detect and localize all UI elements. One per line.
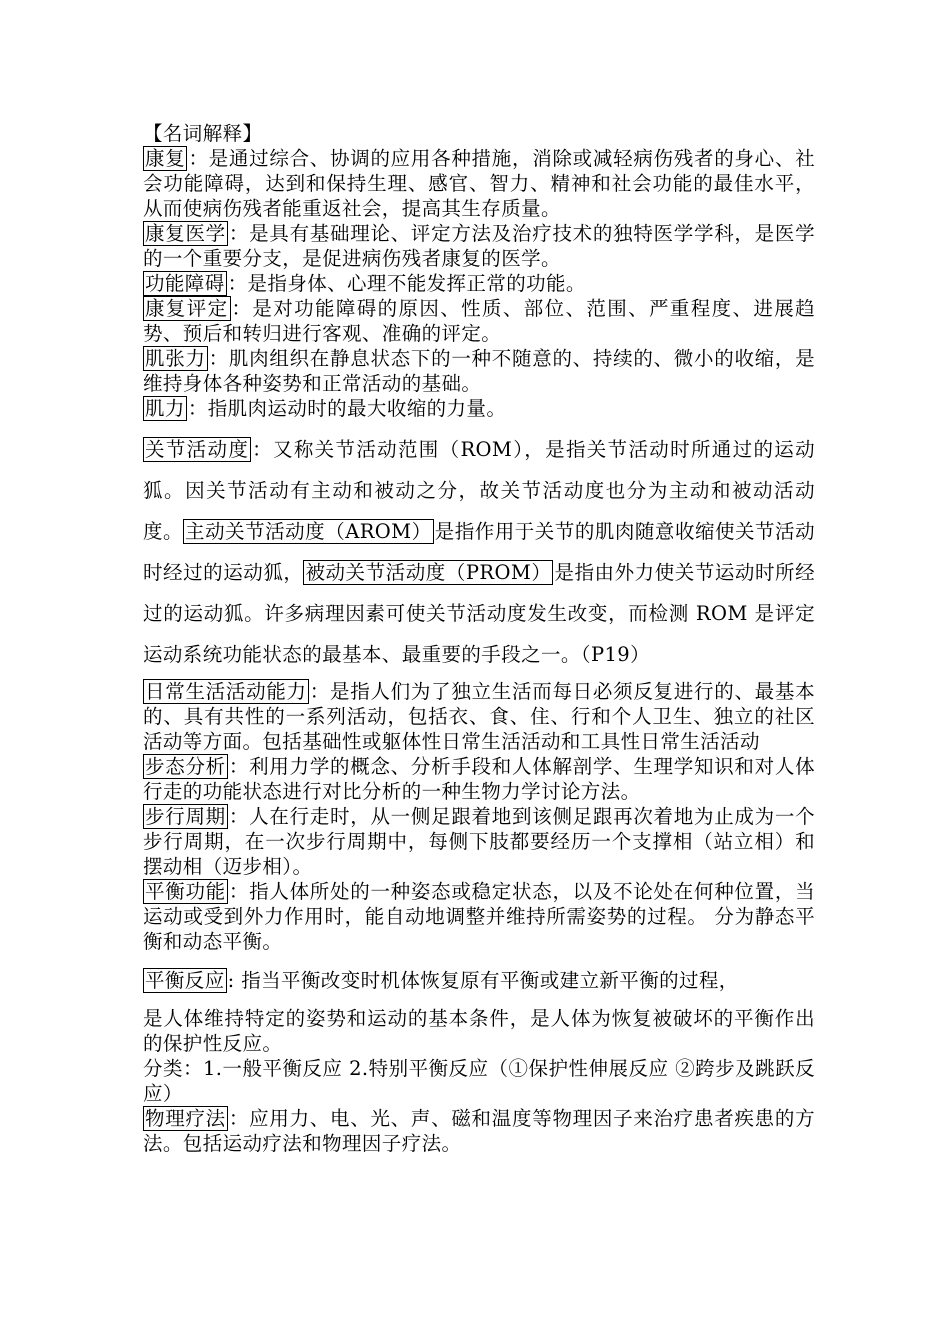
- term-label: 肌张力: [145, 347, 206, 370]
- definition-kangfu-pingding: [143, 296, 815, 346]
- term-label: 平衡反应: [145, 969, 225, 992]
- definition-text: 是指身体、心理不能发挥正常的功能。: [247, 272, 586, 295]
- definition-kangfu: [143, 146, 815, 221]
- separator: ：: [231, 297, 253, 320]
- separator: ：: [252, 438, 273, 461]
- definition-text: 指当平衡改变时机体恢复原有平衡或建立新平衡的过程，: [234, 969, 739, 992]
- definition-text: 是指由外力使关节运动时所经过的运动狐。许多病理因素可使关节活动度发生改变，而检测 ROM 是评定运动系统功能状态的最基本、最重要的手段之一。（P19）: [143, 561, 815, 666]
- definition-text: 是对功能障碍的原因、性质、部位、范围、严重程度、进展趋势、预后和转归进行客观、准确的评定。: [143, 297, 815, 345]
- term-label: 日常生活活动能力: [145, 680, 307, 703]
- separator: :: [227, 969, 235, 992]
- definition-pingheng-fanying-line1: [143, 968, 815, 993]
- definition-jili: [143, 396, 815, 421]
- definition-pingheng-gongneng: [143, 879, 815, 954]
- definition-kangfu-yixue: [143, 221, 815, 271]
- separator: ：: [208, 347, 229, 370]
- definition-text: 是具有基础理论、评定方法及治疗技术的独特医学学科，是医学的一个重要分支，是促进病伤残者康复的医学。: [143, 222, 816, 270]
- separator: ：: [228, 222, 250, 245]
- definition-text: 人在行走时，从一侧足跟着地到该侧足跟再次着地为止成为一个步行周期，在一次步行周期中，每侧下肢都要经历一个支撑相（站立相）和摆动相（迈步相）。: [143, 805, 816, 878]
- definition-text: 是指人们为了独立生活而每日必须反复进行的、最基本的、具有共性的一系列活动，包括衣、食、住、行和个人卫生、独立的社区活动等方面。包括基础性或躯体性日常生活活动和工具性日常生活活动: [143, 680, 816, 753]
- definition-text: 肌肉组织在静息状态下的一种不随意的、持续的、微小的收缩，是维持身体各种姿势和正常活动的基础。: [143, 347, 816, 395]
- definition-text: 是通过综合、协调的应用各种措施，消除或减轻病伤残者的身心、社会功能障碍，达到和保持生理、感官、智力、精神和社会功能的最佳水平，从而使病伤残者能重返社会，提高其生存质量。: [143, 147, 815, 220]
- definition-text: 是指作用于关节的肌肉随意收缩使关节活动时经过的运动狐，: [143, 520, 815, 584]
- definition-buxing-zhouqi: [143, 804, 815, 879]
- definition-text: 指人体所处的一种姿态或稳定状态，以及不论处在何种位置，当运动或受到外力作用时，能自动地调整并维持所需姿势的过程。 分为静态平衡和动态平衡。: [143, 880, 816, 953]
- term-label-arom: 主动关节活动度（AROM）: [185, 520, 432, 543]
- definition-text: 又称关节活动范围（ROM），是指关节活动时所通过的运动狐。因关节活动有主动和被动之分，故关节活动度也分为主动和被动活动度。: [143, 438, 815, 543]
- term-label: 肌力: [145, 397, 185, 420]
- definition-jizhangli: [143, 346, 815, 396]
- term-label: 物理疗法: [145, 1107, 226, 1130]
- definition-gongneng-zhangai: [143, 271, 815, 296]
- term-label: 步态分析: [145, 755, 226, 778]
- definition-wuli-liaofa: [143, 1106, 815, 1156]
- separator: ：: [227, 272, 248, 295]
- term-label: 康复评定: [145, 297, 229, 320]
- classification-text: 分类：1.一般平衡反应 2.特别平衡反应（①保护性伸展反应 ②跨步及跳跃反应）: [143, 1057, 815, 1105]
- term-label: 康复医学: [145, 222, 226, 245]
- definition-adl: [143, 679, 815, 754]
- definition-pingheng-fanying-line2: 是人体维持特定的姿势和运动的基本条件，是人体为恢复被破坏的平衡作出的保护性反应。: [143, 1007, 815, 1055]
- definition-text: 应用力、电、光、声、磁和温度等物理因子来治疗患者疾患的方法。包括运动疗法和物理因子疗法。: [143, 1107, 816, 1155]
- term-label: 关节活动度: [145, 438, 250, 461]
- separator: ：: [187, 397, 208, 420]
- separator: ：: [188, 147, 209, 170]
- definition-guanjie-huodongdu: [143, 429, 815, 675]
- definition-text: 指肌肉运动时的最大收缩的力量。: [207, 397, 507, 420]
- term-label: 平衡功能: [145, 880, 226, 903]
- document-body: [143, 121, 815, 1156]
- section-heading: 【名词解释】: [143, 122, 263, 145]
- separator: ：: [309, 680, 331, 703]
- term-label: 功能障碍: [145, 272, 225, 295]
- separator: ：: [228, 880, 250, 903]
- definition-butai-fenxi: [143, 754, 815, 804]
- term-label: 康复: [145, 147, 186, 170]
- definition-text: 利用力学的概念、分析手段和人体解剖学、生理学知识和对人体行走的功能状态进行对比分析的一种生物力学讨论方法。: [143, 755, 816, 803]
- separator: ：: [228, 755, 250, 778]
- separator: ：: [228, 1107, 250, 1130]
- separator: ：: [228, 805, 250, 828]
- term-label: 步行周期: [145, 805, 226, 828]
- term-label-prom: 被动关节活动度（PROM）: [305, 561, 552, 584]
